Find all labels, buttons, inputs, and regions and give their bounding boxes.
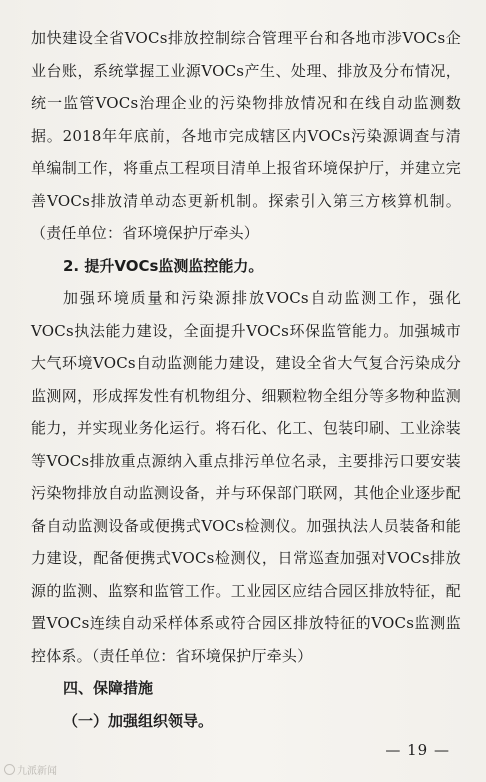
- page-number: — 19 —: [385, 741, 450, 759]
- paragraph-monitoring-capacity: 加强环境质量和污染源排放VOCs自动监测工作，强化VOCs执法能力建设，全面提升VOCs环保监管能力。加强城市大气环境VOCs自动监测能力建设，建设全省大气复合污染成分监测网，形成挥发性有机物组分、细颗粒物全组分等多物种监测能力，并实现业务化运行。将石化、化工、包装印刷、工业涂装等VOCs排放重点源纳入重点排污单位名录，主要排污口要安装污染物排放自动监测设备，并与环保部门联网，其他企业逐步配备自动监测设备或便携式VOCs检测仪。加强执法人员装备和能力建设，配备便携式VOCs检测仪，日常巡查加强对VOCs排放源的监测、监察和监管工作。工业园区应结合园区排放特征，配置VOCs连续自动采样体系或符合园区排放特征的VOCs监测监控体系。（责任单位：省环境保护厅牵头）: [31, 289, 461, 665]
- heading-monitoring-capacity: 2. 提升VOCs监测监控能力。: [63, 256, 264, 275]
- watermark-logo-icon: [4, 764, 15, 775]
- document-body: [31, 22, 461, 737]
- subsection-heading-leadership: （一）加强组织领导。: [63, 711, 214, 730]
- watermark-text: 九派新闻: [17, 766, 57, 777]
- section-heading-safeguards: 四、保障措施: [63, 679, 154, 697]
- watermark: [4, 762, 57, 777]
- paragraph-platform-construction: 加快建设全省VOCs排放控制综合管理平台和各地市涉VOCs企业台账，系统掌握工业源VOCs产生、处理、排放及分布情况，统一监管VOCs治理企业的污染物排放情况和在线自动监测数据。2018年年底前，各地市完成辖区内VOCs污染源调查与清单编制工作，将重点工程项目清单上报省环境保护厅，并建立完善VOCs排放清单动态更新机制。探索引入第三方核算机制。（责任单位：省环境保护厅牵头）: [31, 29, 461, 242]
